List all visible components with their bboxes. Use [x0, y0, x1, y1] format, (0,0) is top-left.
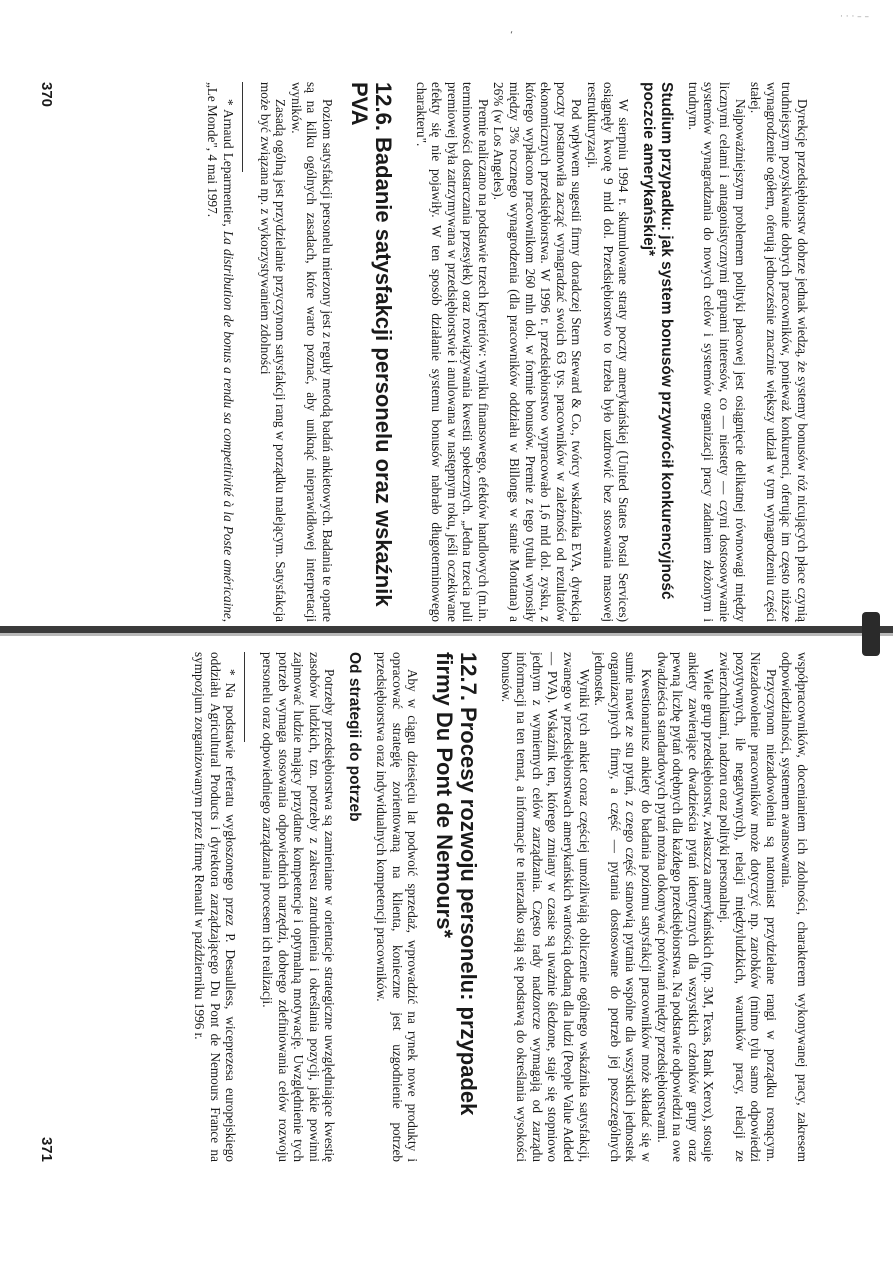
footnote-right: * Na podstawie referatu wygłoszonego przez P. Desaulless, wiceprezesa europejskiego oddziału Agricultural Products i dyrektora zarządzającego Du Pont de Nemours France na sympozjum zorganizowanym przez firmę Renault w październiku 1996 r. — [192, 652, 239, 1162]
footnote-rule-right — [244, 652, 245, 742]
case-paragraph-3: Premie naliczano na podstawie trzech kryteriów: wyniku finansowego, efektów handlowych (m.in. terminowości dostarczania przesyłek) oraz rozwiązywania kwestii społecznych. „Jedna trzecia puli premiowej była zatrzymywana w przedsiębiorstwie i anulowana w następnym roku, jeśli oczekiwane efekty się nie pojawiły. W ten sposób działanie systemu bonusów nabrało długoterminowego charakteru". — [413, 82, 491, 622]
section-paragraph-1: Poziom satysfakcji personelu mierzony jest z reguły metodą badań ankietowych. Badania te oparte są na kilku ogólnych zasadach, które warto poznać, aby uniknąć nieprawidłowej interpretacji wyników. — [288, 82, 335, 622]
case-paragraph-2: Pod wpływem sugestii firmy doradczej Stern Steward & Co., twórcy wskaźnika EVA, dyrekcja poczty postanowiła zacząć wynagradzać swoich 63 tys. pracowników w zależności od rezultatów ekonomicznych przedsiębiorstwa. W 1996 r. przedsiębiorstwo wypracowało 1,6 mld dol. zysku, z którego wypłacono pracownikom 260 mln dol. w formie bonusów. Premie z tego tytułu wynosiły między 3% rocznego wynagrodzenia (dla pracowników oddziału w Billongs w stanie Montana) a 26% (w Los Angeles). — [491, 82, 585, 622]
cont-paragraph-1: współpracowników, docenianiem ich zdolności, charakterem wykonywanej pracy, zakresem odpowiedzialności, systemem awansowania. — [779, 652, 810, 1162]
section-heading-12-7: 12.7. Procesy rozwoju personelu: przypadek firmy Du Pont de Nemours* — [432, 652, 482, 1116]
cont-paragraph-4: Kwestionariusz ankiety do badania poziomu satysfakcji pracowników może składać się w sumie nawet ze stu pytań, z czego część stanowią pytania wspólne dla wszystkich jednostek organizacyjnych firmy, a część — pytania dostosowane do potrzeb jej poszczególnych jednostek. — [592, 652, 655, 1162]
cont-paragraph-2: Przyczynom niezadowolenia są natomiast przydzielane rangi w porządku rosnącym. Niezadowolenie pracowników może dotyczyć np. zarobków (mimo tylu samo odpowiedzi pozytywnych, ile negatywnych), relacji międzyludzkich, warunków pracy, relacji ze zwierzchnikami, nadzoru oraz polityki personalnej. — [717, 652, 779, 1162]
gutter-shadow — [0, 633, 893, 636]
right-page — [20, 652, 810, 1162]
gutter-blot — [862, 612, 880, 656]
section-heading-12-6: 12.6. Badanie satysfakcji personelu oraz wskaźnik PVA — [346, 82, 396, 607]
section-7-paragraph-1: Aby w ciągu dziesięciu lat podwoić sprzedaż, wprowadzić na rynek nowe produkty i opracować strategię zorientowaną na klienta, konieczne jest uzgodnienie potrzeb przedsiębiorstwa oraz indywidualnych kompetencji pracowników. — [373, 652, 421, 1162]
cont-paragraph-3: Wiele grup przedsiębiorstw, zwłaszcza amerykańskich (np. 3M, Texas, Rank Xerox), stosuje ankiety zawierające dwadzieścia pytań identycznych dla wszystkich członków grupy oraz pewną liczbę pytań odrębnych dla każdego przedsiębiorstwa. Na podstawie odpowiedzi na owe dwadzieścia standardowych pytań można dokonywać porównań między przedsiębiorstwami. — [654, 652, 717, 1162]
footnote-title: La distribution de bonus a rendu sa competitivité à la Poste américaine, — [220, 230, 236, 622]
scan-artifact-dots: · · · – – — [840, 12, 870, 22]
section-paragraph-2: Zasadą ogólną jest przydzielanie przyczynom satysfakcji rang w porządku malejącym. Satysfakcja może być związana np. z wykorzystywaniem zdolności — [257, 82, 289, 622]
page-number-left: 370 — [38, 82, 55, 108]
strategy-paragraph-1: Potrzeby przedsiębiorstwa są zamieniane w orientacje strategiczne uwzględniające kwestię zasobów ludzkich, tzn. potrzeby z zakresu zatrudnienia i określania pozycji, jakie powinni zajmować ludzie mający przydatne kompetencje i optymalną motywację. Uwzględnienie tych potrzeb wymaga stosowania odpowiednich narzędzi, dobrego zdefiniowania celów rozwoju personelu oraz odpowiedniego zarządzania procesem ich realizacji. — [259, 652, 338, 1162]
book-gutter — [0, 626, 893, 633]
cont-paragraph-5: Wyniki tych ankiet coraz częściej umożliwiają obliczenie ogólnego wskaźnika satysfakcji, zwanego w przedsiębiorstwach amerykańskich wartością dodaną dla ludzi (People Value Added — PVA). Wskaźnik ten, którego zmiany w czasie są uważnie śledzone, staje się stopniowo jednym z wymiernych celów zarządzania. Często rady nadzorcze wymagają od zarządu informacji na ten temat, a informacje te nierzadko stają się podstawą do określania wysokości bonusów. — [498, 652, 592, 1162]
case-paragraph-1: W sierpniu 1994 r. skumulowane straty poczty amerykańskiej (United States Postal Services) osiągnęły kwotę 9 mld dol. Przedsiębiorstwo to trzeba było uzdrowić bez stosowania masowej restrukturyzacji. — [585, 82, 632, 622]
intro-paragraph-2: Najpoważniejszym problemem polityki płacowej jest osiągnięcie delikatnej równowagi między licznymi celami i antagonistycznymi grupami interesów, co — niestety — czyni dostosowywanie systemów wynagradzania do nowych celów i systemów organizacji pracy zadaniem złożonym i trudnym. — [685, 82, 748, 622]
footnote-author: * Arnaud Leparmentier, — [220, 99, 236, 227]
left-page — [20, 82, 810, 622]
footnote-rule — [242, 82, 243, 172]
footnote-source: „Le Monde", 4 mai 1997. — [205, 82, 221, 218]
scan-artifact-speck: ‘ — [510, 30, 514, 41]
page-number-right: 371 — [38, 1136, 55, 1162]
footnote-left — [205, 82, 236, 622]
strategy-sub-heading: Od strategii do potrzeb — [346, 652, 364, 822]
intro-paragraph-1: Dyrekcje przedsiębiorstw dobrze jednak wiedzą, że systemy bonusów róż nicujących płace czynią trudniejszym pozyskiwanie dobrych pracowników, ponieważ konkurenci, oferując im często niższe wynagrodzenie ogółem, oferują jednocześnie znacznie większy udział w tym wynagrodzeniu części stałej. — [748, 82, 810, 622]
case-study-heading: Studium przypadku: jak system bonusów przywrócił konkurencyjność poczcie amerykańskiej* — [640, 82, 676, 600]
